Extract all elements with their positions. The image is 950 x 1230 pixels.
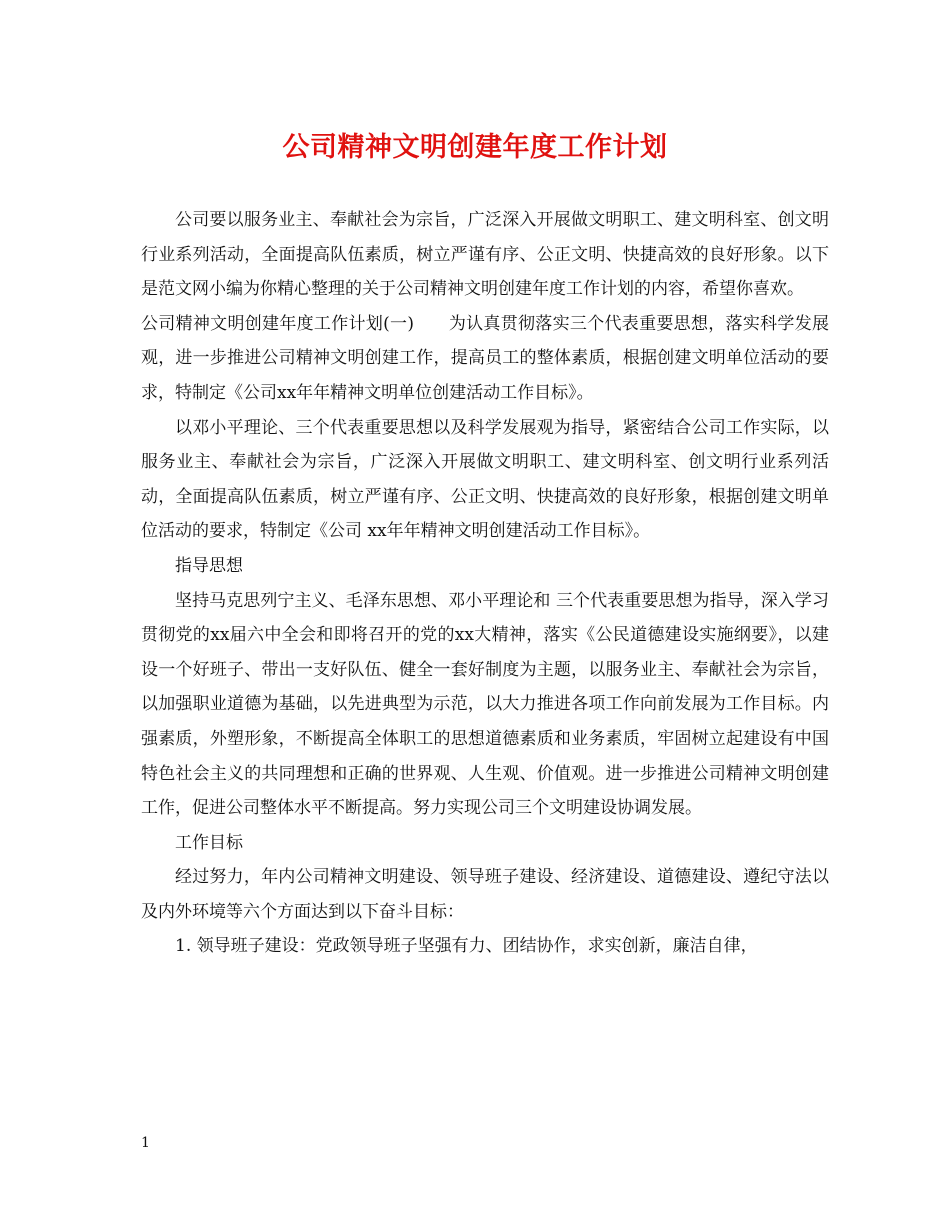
- work-goals-paragraph: 经过努力，年内公司精神文明建设、领导班子建设、经济建设、道德建设、遵纪守法以及内外环境等六个方面达到以下奋斗目标：: [141, 867, 829, 922]
- guidance-paragraph: 以邓小平理论、三个代表重要思想以及科学发展观为指导，紧密结合公司工作实际，以服务业主、奉献社会为宗旨，广泛深入开展做文明职工、建文明科室、创文明行业系列活动，全面提高队伍素质，树立严谨有序、公正文明、快捷高效的良好形象，根据创建文明单位活动的要求，特制定《公司 xx年年精神文明创建活动工作目标》。: [141, 417, 829, 542]
- list-item-leadership: 1. 领导班子建设：党政领导班子坚强有力、团结协作，求实创新，廉洁自律，: [175, 936, 758, 957]
- document-body: [141, 203, 829, 964]
- page-number: 1: [141, 1135, 150, 1151]
- intro-paragraph: 公司要以服务业主、奉献社会为宗旨，广泛深入开展做文明职工、建文明科室、创文明行业系列活动，全面提高队伍素质，树立严谨有序、公正文明、快捷高效的良好形象。以下是范文网小编为你精心整理的关于公司精神文明创建年度工作计划的内容，希望你喜欢。: [141, 210, 829, 300]
- section-heading-guiding-thought: 指导思想: [175, 555, 243, 576]
- plan-one-paragraph: 公司精神文明创建年度工作计划(一) 为认真贯彻落实三个代表重要思想，落实科学发展观，进一步推进公司精神文明创建工作，提高员工的整体素质，根据创建文明单位活动的要求，特制定《公司xx年年精神文明单位创建活动工作目标》。: [141, 313, 829, 403]
- guiding-thought-paragraph: 坚持马克思列宁主义、毛泽东思想、邓小平理论和 三个代表重要思想为指导，深入学习贯彻党的xx届六中全会和即将召开的党的xx大精神，落实《公民道德建设实施纲要》，以建设一个好班子、带出一支好队伍、健全一套好制度为主题，以服务业主、奉献社会为宗旨，以加强职业道德为基础，以先进典型为示范，以大力推进各项工作向前发展为工作目标。内强素质，外塑形象，不断提高全体职工的思想道德素质和业务素质，牢固树立起建设有中国特色社会主义的共同理想和正确的世界观、人生观、价值观。进一步推进公司精神文明创建工作，促进公司整体水平不断提高。努力实现公司三个文明建设协调发展。: [141, 590, 829, 819]
- section-heading-work-goals: 工作目标: [175, 832, 243, 853]
- document-title: 公司精神文明创建年度工作计划: [282, 132, 668, 163]
